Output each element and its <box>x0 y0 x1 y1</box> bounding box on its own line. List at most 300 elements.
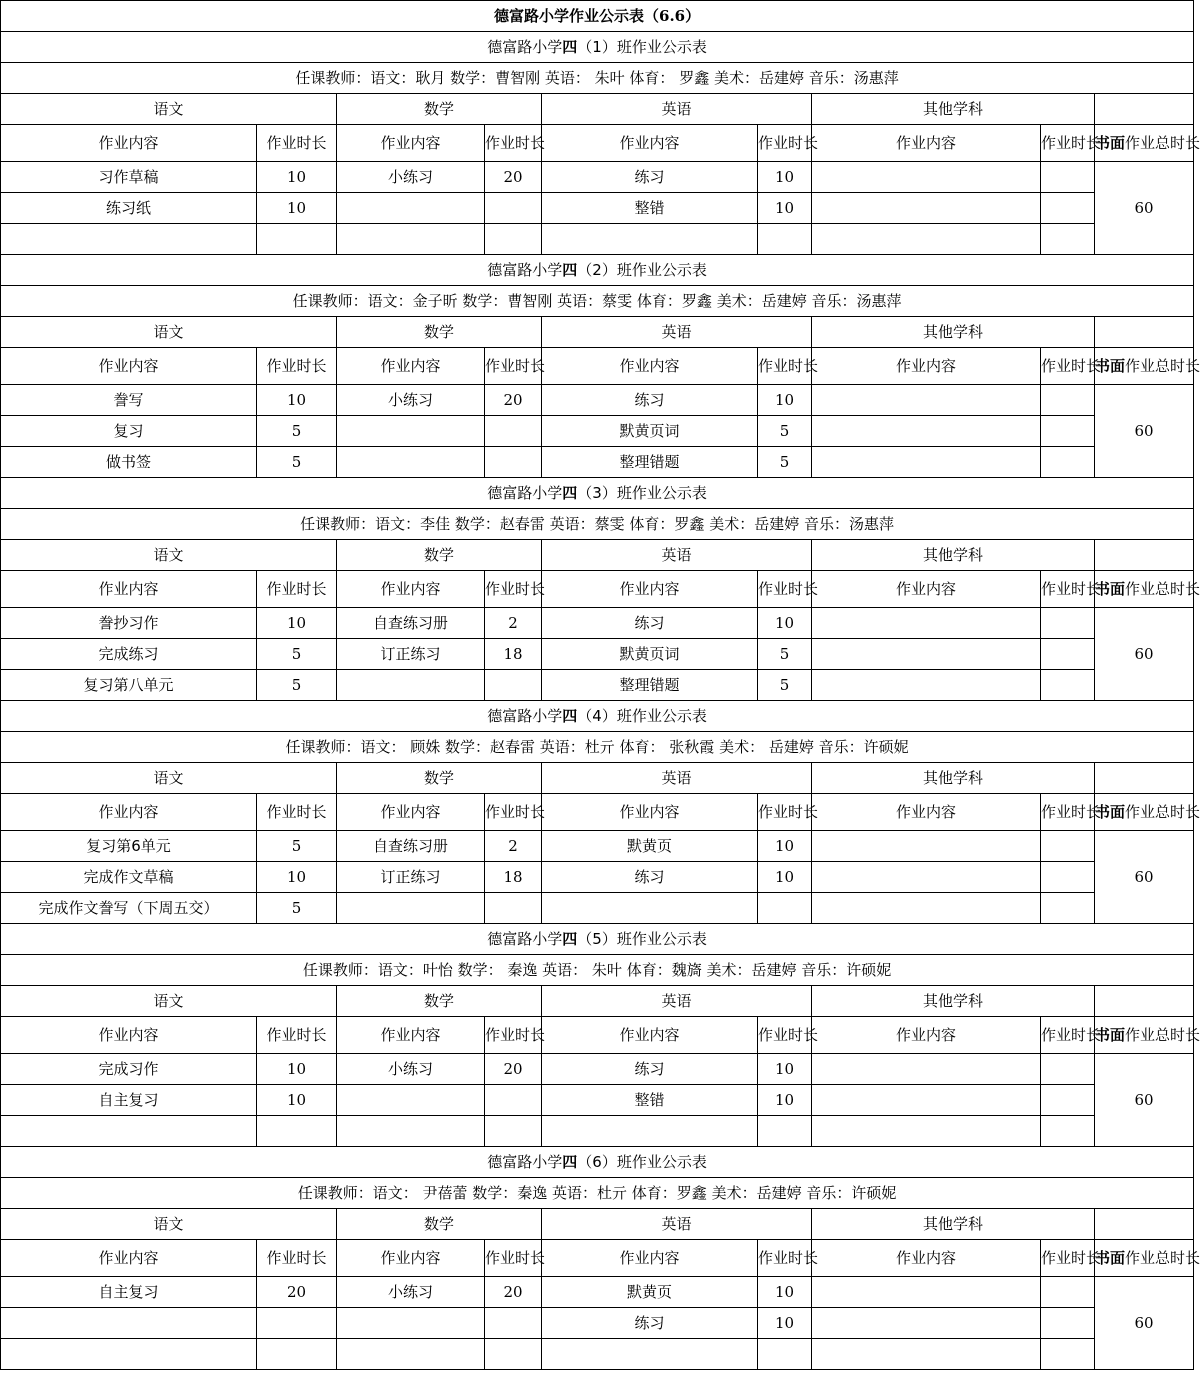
col-header-duration: 作业时长 <box>758 1017 812 1054</box>
col-header-content: 作业内容 <box>1 348 257 385</box>
subject-header-chinese: 语文 <box>1 763 337 794</box>
math-duration <box>485 893 542 924</box>
english-duration: 5 <box>758 447 812 478</box>
math-duration: 20 <box>485 162 542 193</box>
col-header-content: 作业内容 <box>542 571 758 608</box>
chinese-duration <box>257 224 337 255</box>
chinese-duration: 10 <box>257 385 337 416</box>
english-content: 整理错题 <box>542 670 758 701</box>
table-row <box>1 416 1194 447</box>
chinese-content: 练习纸 <box>1 193 257 224</box>
col-header-content: 作业内容 <box>542 348 758 385</box>
other-duration <box>1041 1339 1095 1370</box>
col-header-duration: 作业时长 <box>1041 125 1095 162</box>
class-title <box>1 701 1194 732</box>
other-content <box>812 1339 1041 1370</box>
teachers-line: 任课教师：语文： 尹蓓蕾 数学：秦逸 英语：杜亓 体育：罗鑫 美术：岳建婷 音乐：许硕妮 <box>1 1178 1194 1209</box>
english-content: 练习 <box>542 608 758 639</box>
class-title <box>1 1147 1194 1178</box>
english-duration: 10 <box>758 385 812 416</box>
col-header-content: 作业内容 <box>337 1017 485 1054</box>
table-row <box>1 385 1194 416</box>
col-header-content: 作业内容 <box>1 125 257 162</box>
col-header-duration: 作业时长 <box>485 794 542 831</box>
table-row <box>1 193 1194 224</box>
col-header-total <box>1095 1017 1200 1054</box>
chinese-duration: 5 <box>257 670 337 701</box>
subject-header-other: 其他学科 <box>812 540 1095 571</box>
other-content <box>812 416 1041 447</box>
english-content: 练习 <box>542 862 758 893</box>
chinese-duration: 10 <box>257 862 337 893</box>
other-duration <box>1041 1085 1095 1116</box>
english-content <box>542 1339 758 1370</box>
math-content <box>337 416 485 447</box>
math-duration <box>485 1116 542 1147</box>
col-header-content: 作业内容 <box>812 348 1041 385</box>
other-duration <box>1041 670 1095 701</box>
subject-header-english: 英语 <box>542 986 812 1017</box>
col-header-duration: 作业时长 <box>257 794 337 831</box>
class-title-prefix: 德富路小学 <box>487 261 563 279</box>
col-header-duration: 作业时长 <box>1041 348 1095 385</box>
chinese-duration: 10 <box>257 1085 337 1116</box>
col-header-content: 作业内容 <box>1 1017 257 1054</box>
class-title <box>1 478 1194 509</box>
chinese-content: 复习第6单元 <box>1 831 257 862</box>
english-duration: 10 <box>758 1085 812 1116</box>
other-duration <box>1041 224 1095 255</box>
english-duration: 10 <box>758 831 812 862</box>
chinese-content: 完成习作 <box>1 1054 257 1085</box>
class-title <box>1 924 1194 955</box>
math-duration <box>485 1308 542 1339</box>
english-content <box>542 1116 758 1147</box>
english-duration <box>758 1339 812 1370</box>
col-header-duration: 作业时长 <box>257 125 337 162</box>
col-header-duration: 作业时长 <box>758 571 812 608</box>
english-duration: 5 <box>758 416 812 447</box>
col-header-total-bold: 书面 <box>1095 134 1126 152</box>
math-duration: 18 <box>485 639 542 670</box>
chinese-duration: 5 <box>257 447 337 478</box>
table-row <box>1 1277 1194 1308</box>
math-duration <box>485 193 542 224</box>
total-duration: 60 <box>1095 831 1194 924</box>
math-content: 小练习 <box>337 1054 485 1085</box>
class-title-prefix: 德富路小学 <box>487 1153 563 1171</box>
english-content: 整错 <box>542 193 758 224</box>
col-header-content: 作业内容 <box>812 1017 1041 1054</box>
subject-header-math: 数学 <box>337 317 542 348</box>
col-header-content: 作业内容 <box>1 571 257 608</box>
col-header-total-rest: 作业总时长 <box>1125 134 1200 152</box>
col-header-content: 作业内容 <box>542 794 758 831</box>
other-content <box>812 831 1041 862</box>
math-content <box>337 1308 485 1339</box>
math-content <box>337 193 485 224</box>
chinese-content: 誊抄习作 <box>1 608 257 639</box>
col-header-duration: 作业时长 <box>257 1017 337 1054</box>
other-duration <box>1041 1054 1095 1085</box>
other-content <box>812 893 1041 924</box>
class-title-row <box>1 478 1194 509</box>
other-content <box>812 1277 1041 1308</box>
table-row <box>1 1054 1194 1085</box>
col-header-duration: 作业时长 <box>1041 1240 1095 1277</box>
table-row <box>1 670 1194 701</box>
math-content <box>337 893 485 924</box>
math-content: 小练习 <box>337 385 485 416</box>
other-duration <box>1041 893 1095 924</box>
col-header-duration: 作业时长 <box>1041 1017 1095 1054</box>
subject-header-math: 数学 <box>337 540 542 571</box>
teachers-line: 任课教师：语文：叶怡 数学： 秦逸 英语： 朱叶 体育：魏旖 美术：岳建婷 音乐：许硕妮 <box>1 955 1194 986</box>
other-content <box>812 1054 1041 1085</box>
math-duration <box>485 1339 542 1370</box>
col-header-total <box>1095 794 1200 831</box>
subject-header-english: 英语 <box>542 763 812 794</box>
col-header-total-bold: 书面 <box>1095 357 1126 375</box>
subject-header-math: 数学 <box>337 94 542 125</box>
other-content <box>812 608 1041 639</box>
class-title-prefix: 德富路小学 <box>487 930 563 948</box>
col-header-content: 作业内容 <box>337 1240 485 1277</box>
other-duration <box>1041 416 1095 447</box>
english-duration <box>758 1116 812 1147</box>
other-duration <box>1041 385 1095 416</box>
english-content: 练习 <box>542 162 758 193</box>
class-title-grade: 四 <box>562 484 578 502</box>
total-duration: 60 <box>1095 162 1194 255</box>
chinese-duration: 5 <box>257 893 337 924</box>
other-content <box>812 670 1041 701</box>
col-header-content: 作业内容 <box>542 125 758 162</box>
col-header-total-rest: 作业总时长 <box>1125 803 1200 821</box>
table-row <box>1 862 1194 893</box>
other-duration <box>1041 162 1095 193</box>
col-header-duration: 作业时长 <box>1041 794 1095 831</box>
math-duration <box>485 416 542 447</box>
chinese-duration: 20 <box>257 1277 337 1308</box>
col-header-content: 作业内容 <box>1 794 257 831</box>
math-content: 订正练习 <box>337 862 485 893</box>
chinese-content: 自主复习 <box>1 1277 257 1308</box>
other-content <box>812 385 1041 416</box>
table-row <box>1 1308 1194 1339</box>
chinese-duration <box>257 1308 337 1339</box>
table-row <box>1 1085 1194 1116</box>
col-header-total <box>1095 1240 1200 1277</box>
class-title-suffix: （4）班作业公示表 <box>577 707 707 725</box>
chinese-content: 复习 <box>1 416 257 447</box>
chinese-content: 完成练习 <box>1 639 257 670</box>
class-title-grade: 四 <box>562 707 578 725</box>
chinese-content: 自主复习 <box>1 1085 257 1116</box>
subject-header-blank <box>1095 317 1194 348</box>
other-content <box>812 862 1041 893</box>
col-header-content: 作业内容 <box>812 125 1041 162</box>
subject-header-english: 英语 <box>542 1209 812 1240</box>
math-duration <box>485 1085 542 1116</box>
math-content: 小练习 <box>337 162 485 193</box>
col-header-total <box>1095 125 1200 162</box>
chinese-content <box>1 224 257 255</box>
col-header-duration: 作业时长 <box>758 348 812 385</box>
table-row <box>1 639 1194 670</box>
chinese-duration: 10 <box>257 162 337 193</box>
col-header-content: 作业内容 <box>812 794 1041 831</box>
subject-header-chinese: 语文 <box>1 317 337 348</box>
english-duration: 10 <box>758 862 812 893</box>
math-duration: 20 <box>485 385 542 416</box>
chinese-duration: 5 <box>257 416 337 447</box>
english-content: 默黄页 <box>542 831 758 862</box>
col-header-duration: 作业时长 <box>485 1240 542 1277</box>
col-header-content: 作业内容 <box>1 1240 257 1277</box>
chinese-duration <box>257 1339 337 1370</box>
teachers-line: 任课教师：语文： 顾姝 数学：赵春雷 英语：杜亓 体育： 张秋霞 美术： 岳建婷 音乐：许硕妮 <box>1 732 1194 763</box>
col-header-content: 作业内容 <box>337 348 485 385</box>
subject-header-english: 英语 <box>542 540 812 571</box>
chinese-content: 复习第八单元 <box>1 670 257 701</box>
english-duration: 10 <box>758 1277 812 1308</box>
chinese-duration: 10 <box>257 1054 337 1085</box>
math-content: 自查练习册 <box>337 608 485 639</box>
table-row <box>1 224 1194 255</box>
col-header-total-bold: 书面 <box>1095 803 1126 821</box>
total-duration: 60 <box>1095 1277 1194 1370</box>
math-duration <box>485 447 542 478</box>
subject-header-other: 其他学科 <box>812 317 1095 348</box>
class-title-row <box>1 924 1194 955</box>
english-content: 练习 <box>542 1308 758 1339</box>
col-header-duration: 作业时长 <box>758 794 812 831</box>
subject-header-blank <box>1095 540 1194 571</box>
math-duration: 2 <box>485 608 542 639</box>
col-header-content: 作业内容 <box>812 571 1041 608</box>
chinese-content: 习作草稿 <box>1 162 257 193</box>
chinese-content: 誊写 <box>1 385 257 416</box>
total-duration: 60 <box>1095 608 1194 701</box>
class-title-row <box>1 1147 1194 1178</box>
other-content <box>812 1308 1041 1339</box>
english-content: 默黄页词 <box>542 639 758 670</box>
class-title-prefix: 德富路小学 <box>487 484 563 502</box>
subject-header-chinese: 语文 <box>1 986 337 1017</box>
table-row <box>1 831 1194 862</box>
total-duration: 60 <box>1095 1054 1194 1147</box>
chinese-content <box>1 1116 257 1147</box>
class-title-prefix: 德富路小学 <box>487 707 563 725</box>
page-title: 德富路小学作业公示表（6.6） <box>1 1 1194 32</box>
col-header-duration: 作业时长 <box>485 1017 542 1054</box>
class-title-row <box>1 32 1194 63</box>
english-content: 练习 <box>542 385 758 416</box>
english-content: 整错 <box>542 1085 758 1116</box>
chinese-duration: 10 <box>257 193 337 224</box>
other-content <box>812 224 1041 255</box>
table-row <box>1 608 1194 639</box>
teachers-line: 任课教师：语文：李佳 数学：赵春雷 英语：蔡雯 体育：罗鑫 美术：岳建婷 音乐：汤惠萍 <box>1 509 1194 540</box>
col-header-total-rest: 作业总时长 <box>1125 1249 1200 1267</box>
class-title-grade: 四 <box>562 38 578 56</box>
other-content <box>812 447 1041 478</box>
math-duration: 18 <box>485 862 542 893</box>
other-duration <box>1041 831 1095 862</box>
subject-header-other: 其他学科 <box>812 94 1095 125</box>
table-row <box>1 1116 1194 1147</box>
col-header-duration: 作业时长 <box>1041 571 1095 608</box>
class-title-row <box>1 701 1194 732</box>
english-duration: 10 <box>758 1054 812 1085</box>
col-header-total <box>1095 571 1200 608</box>
subject-header-math: 数学 <box>337 763 542 794</box>
class-title <box>1 255 1194 286</box>
math-content <box>337 1116 485 1147</box>
subject-header-math: 数学 <box>337 986 542 1017</box>
chinese-content <box>1 1339 257 1370</box>
class-title-suffix: （2）班作业公示表 <box>577 261 707 279</box>
col-header-total-rest: 作业总时长 <box>1125 580 1200 598</box>
other-content <box>812 162 1041 193</box>
math-content: 自查练习册 <box>337 831 485 862</box>
other-duration <box>1041 639 1095 670</box>
other-duration <box>1041 862 1095 893</box>
english-content: 练习 <box>542 1054 758 1085</box>
col-header-total-rest: 作业总时长 <box>1125 357 1200 375</box>
english-duration: 10 <box>758 162 812 193</box>
chinese-content: 完成作文草稿 <box>1 862 257 893</box>
col-header-total-bold: 书面 <box>1095 1249 1126 1267</box>
subject-header-blank <box>1095 763 1194 794</box>
class-title-grade: 四 <box>562 930 578 948</box>
other-content <box>812 193 1041 224</box>
chinese-duration <box>257 1116 337 1147</box>
col-header-total-bold: 书面 <box>1095 1026 1126 1044</box>
class-title-suffix: （5）班作业公示表 <box>577 930 707 948</box>
col-header-total-bold: 书面 <box>1095 580 1126 598</box>
other-content <box>812 1116 1041 1147</box>
english-content <box>542 224 758 255</box>
class-title-grade: 四 <box>562 1153 578 1171</box>
other-duration <box>1041 1116 1095 1147</box>
english-duration: 10 <box>758 608 812 639</box>
chinese-content: 做书签 <box>1 447 257 478</box>
col-header-content: 作业内容 <box>812 1240 1041 1277</box>
subject-header-chinese: 语文 <box>1 540 337 571</box>
english-duration: 5 <box>758 670 812 701</box>
col-header-total <box>1095 348 1200 385</box>
col-header-duration: 作业时长 <box>758 1240 812 1277</box>
subject-header-chinese: 语文 <box>1 94 337 125</box>
subject-header-chinese: 语文 <box>1 1209 337 1240</box>
english-content: 整理错题 <box>542 447 758 478</box>
class-title-grade: 四 <box>562 261 578 279</box>
col-header-duration: 作业时长 <box>485 571 542 608</box>
subject-header-other: 其他学科 <box>812 763 1095 794</box>
col-header-duration: 作业时长 <box>485 348 542 385</box>
subject-header-english: 英语 <box>542 94 812 125</box>
math-content <box>337 1085 485 1116</box>
other-content <box>812 1085 1041 1116</box>
teachers-line: 任课教师：语文：耿月 数学：曹智刚 英语： 朱叶 体育： 罗鑫 美术：岳建婷 音乐：汤惠萍 <box>1 63 1194 94</box>
subject-header-english: 英语 <box>542 317 812 348</box>
math-content <box>337 670 485 701</box>
chinese-content <box>1 1308 257 1339</box>
english-duration: 5 <box>758 639 812 670</box>
chinese-duration: 10 <box>257 608 337 639</box>
subject-header-blank <box>1095 94 1194 125</box>
col-header-total-rest: 作业总时长 <box>1125 1026 1200 1044</box>
class-title-prefix: 德富路小学 <box>487 38 563 56</box>
col-header-content: 作业内容 <box>542 1240 758 1277</box>
math-duration: 2 <box>485 831 542 862</box>
table-row <box>1 162 1194 193</box>
english-duration <box>758 893 812 924</box>
col-header-content: 作业内容 <box>337 125 485 162</box>
other-duration <box>1041 1308 1095 1339</box>
chinese-content: 完成作文誊写（下周五交） <box>1 893 257 924</box>
class-title-suffix: （3）班作业公示表 <box>577 484 707 502</box>
english-duration <box>758 224 812 255</box>
other-content <box>812 639 1041 670</box>
col-header-duration: 作业时长 <box>485 125 542 162</box>
col-header-content: 作业内容 <box>337 794 485 831</box>
other-duration <box>1041 608 1095 639</box>
class-title-suffix: （6）班作业公示表 <box>577 1153 707 1171</box>
subject-header-other: 其他学科 <box>812 986 1095 1017</box>
math-content: 小练习 <box>337 1277 485 1308</box>
english-content <box>542 893 758 924</box>
chinese-duration: 5 <box>257 831 337 862</box>
math-duration <box>485 670 542 701</box>
col-header-content: 作业内容 <box>337 571 485 608</box>
col-header-duration: 作业时长 <box>257 571 337 608</box>
math-content <box>337 1339 485 1370</box>
math-duration <box>485 224 542 255</box>
subject-header-blank <box>1095 986 1194 1017</box>
col-header-duration: 作业时长 <box>257 1240 337 1277</box>
math-content <box>337 224 485 255</box>
chinese-duration: 5 <box>257 639 337 670</box>
other-duration <box>1041 447 1095 478</box>
table-row <box>1 1339 1194 1370</box>
total-duration: 60 <box>1095 385 1194 478</box>
english-duration: 10 <box>758 1308 812 1339</box>
subject-header-math: 数学 <box>337 1209 542 1240</box>
col-header-duration: 作业时长 <box>758 125 812 162</box>
table-row <box>1 447 1194 478</box>
other-duration <box>1041 1277 1095 1308</box>
english-content: 默黄页 <box>542 1277 758 1308</box>
class-title-suffix: （1）班作业公示表 <box>577 38 707 56</box>
col-header-content: 作业内容 <box>542 1017 758 1054</box>
english-duration: 10 <box>758 193 812 224</box>
teachers-line: 任课教师：语文：金子昕 数学：曹智刚 英语：蔡雯 体育：罗鑫 美术：岳建婷 音乐：汤惠萍 <box>1 286 1194 317</box>
table-row <box>1 893 1194 924</box>
other-duration <box>1041 193 1095 224</box>
math-content: 订正练习 <box>337 639 485 670</box>
math-content <box>337 447 485 478</box>
col-header-duration: 作业时长 <box>257 348 337 385</box>
subject-header-other: 其他学科 <box>812 1209 1095 1240</box>
math-duration: 20 <box>485 1277 542 1308</box>
math-duration: 20 <box>485 1054 542 1085</box>
class-title <box>1 32 1194 63</box>
subject-header-blank <box>1095 1209 1194 1240</box>
english-content: 默黄页词 <box>542 416 758 447</box>
